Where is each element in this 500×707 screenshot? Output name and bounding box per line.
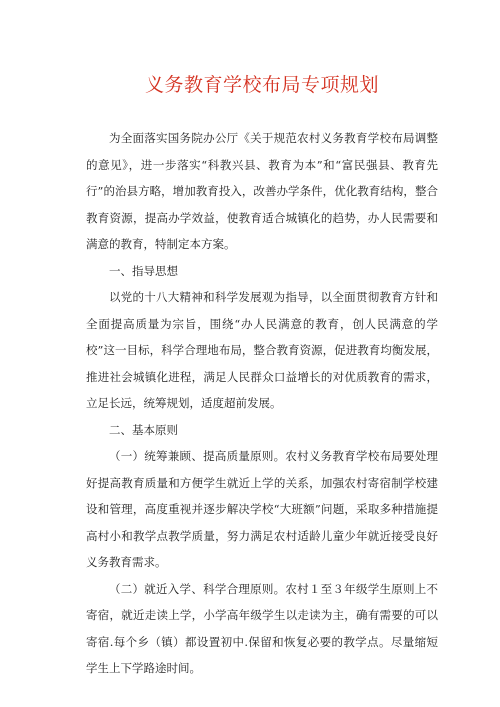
principle-paragraph-2: （二）就近入学、科学合理原则。农村１至３年级学生原则上不寄宿，就近走读上学，小学高年级学生以走读为主，确有需要的可以寄宿.每个乡（镇）都设置初中.保留和恢复必要的教学点。尽量缩短学生上下学路途时间。 [86,581,438,675]
section-heading-basic-principles: 二、基本原则 [109,422,178,437]
guiding-ideology-paragraph: 以党的十八大精神和科学发展观为指导，以全面贯彻教育方针和全面提高质量为宗旨，围绕“办人民满意的教育，创人民满意的学校”这一目标，科学合理地布局，整合教育资源，促进教育均衡发展，推进社会城镇化进程，满足人民群众口益增长的对优质教育的需求，立足长远，统筹规划，适度超前发展。 [86,290,438,410]
intro-paragraph: 为全面落实国务院办公厅《关于规范农村义务教育学校布局调整的意见》，进一步落实“科教兴县、教育为本”和“富民强县、教育先行”的治县方略，增加教育投入，改善办学条件，优化教育结构，整合教育资源，提高办学效益，使教育适合城镇化的趋势，办人民需要和满意的教育，特制定本方案。 [86,131,438,251]
document-title: 义务教育学校布局专项规划 [144,74,379,96]
section-heading-guiding-ideology: 一、指导思想 [109,263,178,278]
principle-paragraph-1: （一）统筹兼顾、提高质量原则。农村义务教育学校布局要处理好提高教育质量和方便学生就近上学的关系，加强农村寄宿制学校建设和管理，高度重视并逐步解决学校“大班额”问题，采取多种措施提高村小和教学点教学质量，努力满足农村适龄儿童少年就近接受良好义务教育需求。 [86,449,438,569]
document-body [86,125,438,682]
